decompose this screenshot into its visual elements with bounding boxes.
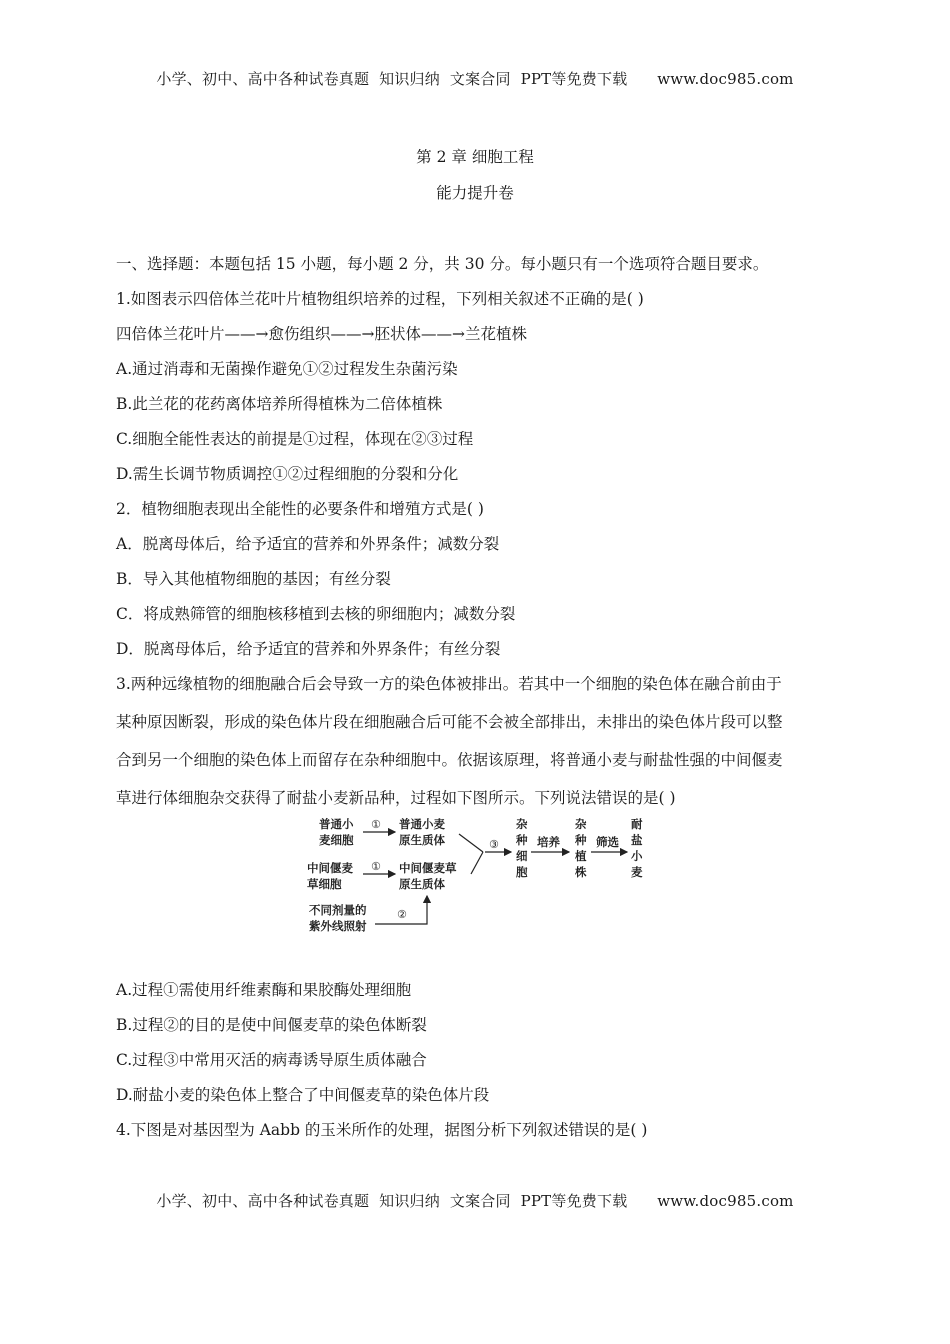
step-1a-label: ① <box>371 818 381 831</box>
q1-option-a: A.通过消毒和无菌操作避免①②过程发生杂菌污染 <box>116 360 458 378</box>
hybrid-plant-c1: 杂 <box>575 817 587 831</box>
hybrid-plant-c4: 株 <box>575 865 587 879</box>
q2-option-a: A．脱离母体后，给予适宜的营养和外界条件；减数分裂 <box>116 535 500 553</box>
q3-option-d: D.耐盐小麦的染色体上整合了中间偃麦草的染色体片段 <box>116 1086 490 1104</box>
page-footer: 小学、初中、高中各种试卷真题 知识归纳 文案合同 PPT等免费下载 www.doc985.com <box>156 1192 794 1210</box>
node-wheat-protoplast-l2: 原生质体 <box>399 833 445 847</box>
q2-option-b: B．导入其他植物细胞的基因；有丝分裂 <box>116 570 391 588</box>
node-wheatgrass-cell-l2: 草细胞 <box>307 877 342 891</box>
result-c3: 小 <box>631 849 643 863</box>
q3-option-b: B.过程②的目的是使中间偃麦草的染色体断裂 <box>116 1016 427 1034</box>
result-c1: 耐 <box>631 817 643 831</box>
chapter-title: 第 2 章 细胞工程 <box>416 148 534 166</box>
hybrid-plant-c2: 种 <box>575 833 587 847</box>
step-3-label: ③ <box>489 838 499 851</box>
q3-stem-line-2: 某种原因断裂，形成的染色体片段在细胞融合后可能不会被全部排出，未排出的染色体片段可以整 <box>116 713 783 731</box>
q3-option-c: C.过程③中常用灭活的病毒诱导原生质体融合 <box>116 1051 427 1069</box>
q3-option-a: A.过程①需使用纤维素酶和果胶酶处理细胞 <box>116 981 412 999</box>
node-wheat-cell-l2: 麦细胞 <box>319 833 354 847</box>
screen-label: 筛选 <box>596 835 619 849</box>
node-wheatgrass-cell-l1: 中间偃麦 <box>307 861 353 875</box>
node-wheat-protoplast-l1: 普通小麦 <box>399 817 445 831</box>
node-uv-l1: 不同剂量的 <box>309 903 367 917</box>
result-c2: 盐 <box>631 833 643 847</box>
hybrid-cell-c2: 种 <box>516 833 528 847</box>
q1-option-c: C.细胞全能性表达的前提是①过程，体现在②③过程 <box>116 430 474 448</box>
q3-process-diagram <box>305 812 650 942</box>
step-2-label: ② <box>397 908 407 921</box>
q1-stem: 1.如图表示四倍体兰花叶片植物组织培养的过程，下列相关叙述不正确的是( ) <box>116 290 644 308</box>
q1-option-d: D.需生长调节物质调控①②过程细胞的分裂和分化 <box>116 465 459 483</box>
q3-stem-line-4: 草进行体细胞杂交获得了耐盐小麦新品种，过程如下图所示。下列说法错误的是( ) <box>116 789 676 807</box>
q2-stem: 2．植物细胞表现出全能性的必要条件和增殖方式是( ) <box>116 500 484 518</box>
q1-flow: 四倍体兰花叶片——→愈伤组织——→胚状体——→兰花植株 <box>116 325 527 343</box>
step-1b-label: ① <box>371 860 381 873</box>
node-wheat-cell-l1: 普通小 <box>319 817 354 831</box>
page-header: 小学、初中、高中各种试卷真题 知识归纳 文案合同 PPT等免费下载 www.doc985.com <box>156 70 794 88</box>
merge-line-bottom <box>471 852 483 874</box>
node-wheatgrass-protoplast-l1: 中间偃麦草 <box>399 861 457 875</box>
hybrid-plant-c3: 植 <box>575 849 587 863</box>
node-uv-l2: 紫外线照射 <box>309 919 367 933</box>
hybrid-cell-c3: 细 <box>516 849 528 863</box>
exam-subtitle: 能力提升卷 <box>436 184 514 202</box>
q3-stem-line-1: 3.两种远缘植物的细胞融合后会导致一方的染色体被排出。若其中一个细胞的染色体在融合前由于 <box>116 675 782 693</box>
hybrid-cell-c4: 胞 <box>516 865 528 879</box>
q1-option-b: B.此兰花的花药离体培养所得植株为二倍体植株 <box>116 395 443 413</box>
section-heading: 一、选择题：本题包括 15 小题，每小题 2 分，共 30 分。每小题只有一个选项符合题目要求。 <box>116 255 769 273</box>
q2-option-c: C．将成熟筛管的细胞核移植到去核的卵细胞内；减数分裂 <box>116 605 516 623</box>
hybrid-cell-c1: 杂 <box>516 817 528 831</box>
q4-stem: 4.下图是对基因型为 Aabb 的玉米所作的处理，据图分析下列叙述错误的是( ) <box>116 1121 648 1139</box>
culture-label: 培养 <box>537 835 560 849</box>
merge-line-top <box>459 834 483 852</box>
node-wheatgrass-protoplast-l2: 原生质体 <box>399 877 445 891</box>
q3-stem-line-3: 合到另一个细胞的染色体上而留存在杂种细胞中。依据该原理，将普通小麦与耐盐性强的中间偃麦 <box>116 751 783 769</box>
q2-option-d: D．脱离母体后，给予适宜的营养和外界条件；有丝分裂 <box>116 640 501 658</box>
result-c4: 麦 <box>631 865 643 879</box>
